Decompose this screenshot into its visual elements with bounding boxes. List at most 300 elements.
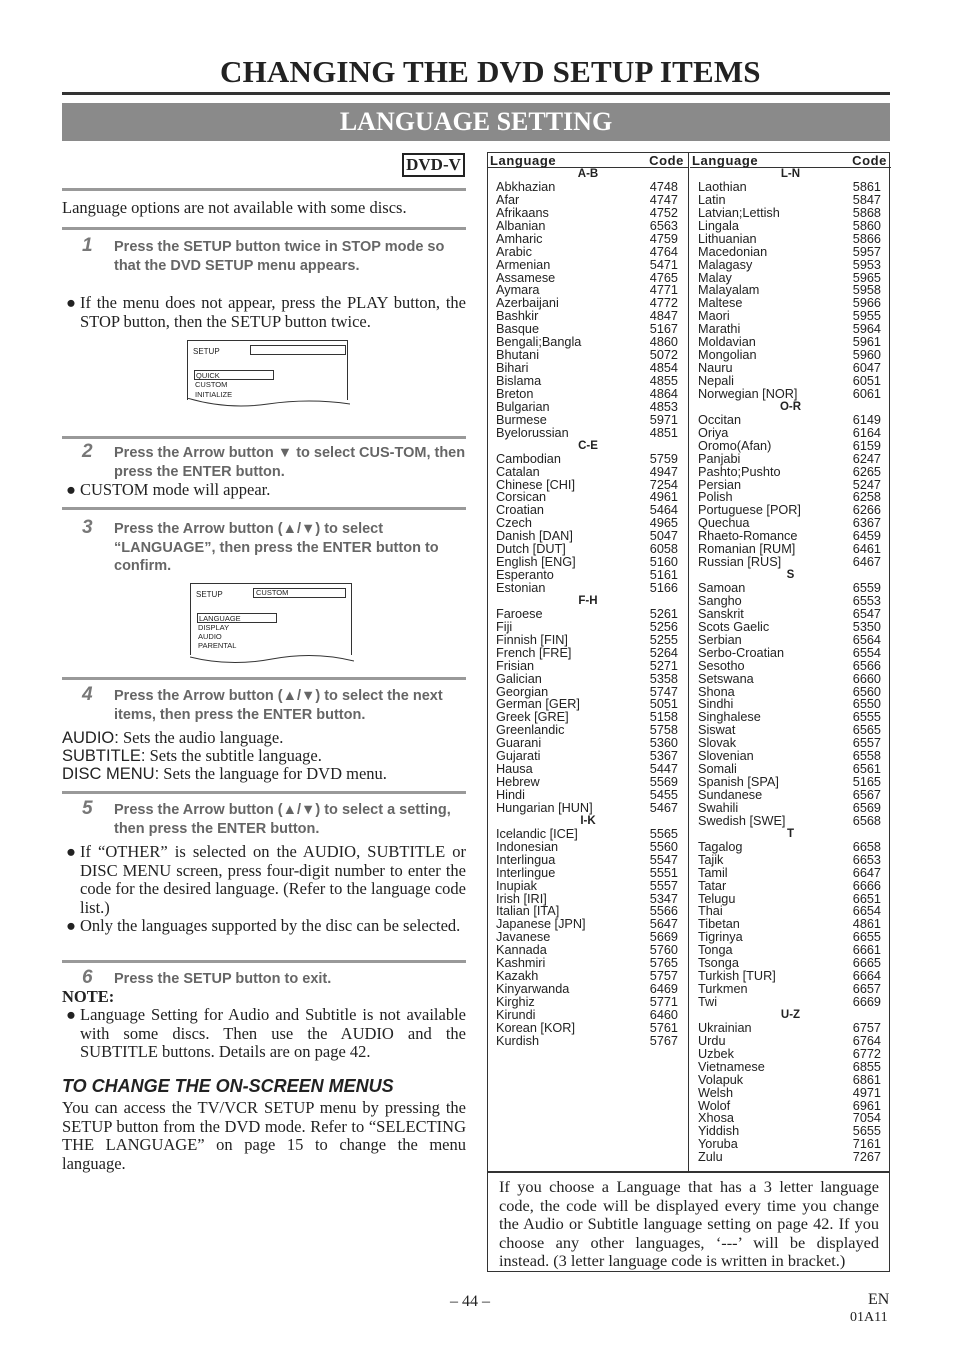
language-name: Laothian: [698, 179, 747, 194]
language-name: Icelandic [ICE]: [496, 826, 578, 841]
language-code: 5958: [852, 283, 881, 298]
language-name: Shona: [698, 684, 735, 699]
page-title: CHANGING THE DVD SETUP ITEMS: [220, 54, 761, 89]
table-row: [690, 220, 891, 233]
language-name: Kurdish: [496, 1033, 540, 1048]
language-name: Galician: [496, 671, 542, 686]
language-code: 6561: [852, 762, 881, 777]
table-row: [690, 880, 891, 893]
language-name: Lingala: [698, 218, 739, 233]
language-name: Tigrinya: [698, 930, 743, 945]
language-name: Burmese: [496, 412, 547, 427]
bullet-note: [62, 1006, 466, 1062]
table-row: [690, 608, 891, 621]
language-code: 4853: [649, 399, 678, 414]
table-row: [488, 375, 688, 388]
language-code: 6861: [852, 1072, 881, 1087]
table-row: [488, 1035, 688, 1048]
language-name: Fiji: [496, 619, 513, 634]
step-text: Press the Arrow button ▼ to select CUS-TOM, then press the ENTER button.: [114, 445, 466, 480]
language-code: 6555: [852, 710, 881, 725]
table-row: [488, 207, 688, 220]
language-name: Slovak: [698, 736, 737, 751]
language-code: 5771: [649, 995, 678, 1009]
table-row: [690, 621, 891, 634]
table-row: [690, 207, 891, 220]
language-name: Sanskrit: [698, 606, 744, 621]
language-name: Javanese: [496, 930, 551, 945]
language-code: 6459: [852, 529, 881, 544]
language-code: 6655: [852, 930, 881, 945]
language-code: 5051: [649, 697, 678, 712]
language-name: Turkish [TUR]: [698, 969, 776, 984]
language-name: Afar: [496, 192, 520, 207]
option-label: SUBTITLE:: [62, 747, 146, 765]
language-code: 6669: [852, 995, 881, 1009]
table-group-header: I-K: [580, 814, 596, 827]
table-group-header: T: [786, 827, 795, 840]
language-name: Malayalam: [698, 283, 760, 298]
language-code: 6566: [852, 658, 881, 673]
language-name: Oromo(Afan): [698, 438, 772, 453]
table-column-left: [488, 153, 689, 1171]
language-code: 5347: [649, 891, 678, 906]
table-row: [488, 259, 688, 272]
language-code: 6568: [852, 813, 881, 828]
bullet-step5-other: [62, 843, 466, 917]
language-name: German [GER]: [496, 697, 580, 712]
language-name: Yiddish: [698, 1124, 740, 1139]
language-code: 5966: [852, 296, 881, 311]
language-name: French [FRE]: [496, 645, 572, 660]
language-code: 6367: [852, 516, 881, 531]
language-name: Kannada: [496, 943, 547, 958]
language-code: 6265: [852, 464, 881, 479]
language-code: 4855: [649, 374, 678, 388]
language-code: 6159: [852, 438, 881, 453]
language-code: 6061: [852, 386, 881, 401]
language-code: 6654: [852, 904, 881, 919]
language-name: Interlingua: [496, 852, 556, 867]
language-code: 4864: [649, 386, 678, 401]
language-name: Czech: [496, 516, 532, 531]
language-name: Danish [DAN]: [496, 529, 573, 544]
language-code: 5861: [852, 179, 881, 194]
table-row: [690, 1061, 891, 1074]
language-code: 5350: [852, 619, 881, 634]
language-code: 4752: [649, 205, 678, 220]
table-row: [690, 996, 891, 1009]
bullet-text: If the menu does not appear, press the PLAY button, the STOP button, then the SETUP button twice.: [80, 293, 466, 331]
language-code-footnote: If you choose a Language that has a 3 letter language code, the code will be displayed every time you change the Audio or Subtitle language setting on page 42. If you choose any other languages, ‘---’ will be displayed instead. (3 letter language code is written in bracket.): [487, 1172, 890, 1272]
divider: [62, 791, 466, 794]
table-row: [690, 259, 891, 272]
language-code: 5557: [649, 878, 678, 893]
language-name: Azerbaijani: [496, 296, 559, 311]
language-name: Nauru: [698, 361, 733, 376]
language-code: 5860: [852, 218, 881, 233]
divider: [62, 188, 466, 191]
bullet-dot-icon: ●: [66, 842, 76, 861]
language-code: 5965: [852, 270, 881, 285]
option-disc-menu: [62, 765, 466, 784]
table-row: [690, 375, 891, 388]
language-name: Tamil: [698, 865, 728, 880]
divider: [62, 507, 466, 510]
language-name: Greek [GRE]: [496, 710, 569, 725]
table-row: [488, 1022, 688, 1035]
language-code: 4851: [649, 425, 678, 440]
language-code: 5758: [649, 723, 678, 738]
language-code: 6653: [852, 852, 881, 867]
language-code: 6567: [852, 788, 881, 802]
language-name: Sundanese: [698, 788, 763, 802]
language-name: Kirghiz: [496, 995, 535, 1009]
language-code: 5264: [649, 645, 678, 660]
language-code: 5467: [649, 800, 678, 815]
language-name: Turkmen: [698, 982, 748, 997]
step-number: 4: [82, 684, 93, 705]
language-code: 4759: [649, 231, 678, 246]
language-code: 5565: [649, 826, 678, 841]
language-name: Estonian: [496, 581, 546, 595]
table-group-header: F-H: [578, 594, 598, 607]
step-number: 3: [82, 517, 93, 538]
language-code: 6560: [852, 684, 881, 699]
language-name: Faroese: [496, 606, 543, 621]
option-desc: Sets the subtitle language.: [145, 746, 322, 765]
language-name: Tibetan: [698, 917, 740, 932]
language-name: Amharic: [496, 231, 543, 246]
language-name: Kirundi: [496, 1007, 536, 1022]
language-name: Hausa: [496, 762, 533, 777]
table-row: [488, 802, 688, 815]
step-number: 5: [82, 798, 93, 819]
table-row: [488, 841, 688, 854]
language-name: Singhalese: [698, 710, 761, 725]
table-row: [690, 854, 891, 867]
language-name: Assamese: [496, 270, 556, 285]
table-row: [488, 996, 688, 1009]
language-code: 6058: [649, 542, 678, 557]
table-row: [488, 880, 688, 893]
document-code: 01A11: [850, 1310, 888, 1325]
language-name: Kazakh: [496, 969, 539, 984]
language-name: Basque: [496, 322, 540, 337]
language-name: Bulgarian: [496, 399, 550, 414]
language-code: 4847: [649, 309, 678, 324]
language-code: 5560: [649, 839, 678, 854]
language-name: Hebrew: [496, 775, 540, 790]
language-code: 5256: [649, 619, 678, 634]
language-code: 4772: [649, 296, 678, 311]
language-code: 6557: [852, 736, 881, 751]
table-row: [690, 1074, 891, 1087]
language-name: Abkhazian: [496, 179, 556, 194]
table-row: [488, 220, 688, 233]
table-row: [690, 440, 891, 453]
language-code: 7161: [852, 1137, 881, 1152]
bullet-step1: [62, 294, 466, 331]
page-number: – 44 –: [450, 1293, 490, 1310]
language-name: Nepali: [698, 374, 734, 388]
language-name: Mongolian: [698, 348, 757, 363]
table-row: [690, 815, 891, 828]
language-name: Afrikaans: [496, 205, 549, 220]
language-name: Portuguese [POR]: [698, 503, 801, 518]
bullet-dot-icon: ●: [66, 916, 76, 935]
screen-tab-box: [250, 345, 346, 355]
bullet-dot-icon: ●: [66, 480, 76, 499]
language-name: Volapuk: [698, 1072, 744, 1087]
language-name: Urdu: [698, 1033, 726, 1048]
language-name: Tajik: [698, 852, 724, 867]
language-code: 6666: [852, 878, 881, 893]
language-name: Sindhi: [698, 697, 734, 712]
language-code: 6961: [852, 1098, 881, 1113]
language-code: 5547: [649, 852, 678, 867]
table-group-header: U-Z: [780, 1008, 801, 1021]
screen-tab-custom: CUSTOM: [253, 588, 346, 598]
language-name: Japanese [JPN]: [496, 917, 586, 932]
table-row: [488, 660, 688, 673]
table-row: [690, 660, 891, 673]
language-code: 4971: [852, 1085, 881, 1100]
table-row: [690, 388, 891, 401]
language-name: Latin: [698, 192, 726, 207]
table-group-header: C-E: [578, 439, 598, 452]
language-code: 6247: [852, 451, 881, 466]
language-code: 6647: [852, 865, 881, 880]
table-row: [690, 1151, 891, 1164]
bullet-step2: [62, 481, 466, 500]
language-name: Bhutani: [496, 348, 540, 363]
table-group-header: O-R: [779, 400, 802, 413]
language-tag: EN: [868, 1291, 890, 1308]
language-code: 6657: [852, 982, 881, 997]
table-row: [690, 1035, 891, 1048]
language-code: 6149: [852, 412, 881, 427]
language-code: 6258: [852, 490, 881, 505]
table-row: [690, 582, 891, 595]
table-row: [690, 595, 891, 608]
bullet-text: Language Setting for Audio and Subtitle is not available with some discs. Then use the AUDIO and the SUBTITLE buttons. Details are on page 42.: [80, 1005, 466, 1061]
table-row: [690, 673, 891, 686]
title-rule: [62, 92, 890, 95]
table-row: [488, 828, 688, 841]
language-name: Italian [ITA]: [496, 904, 560, 919]
language-name: Maltese: [698, 296, 743, 311]
language-name: Tonga: [698, 943, 733, 958]
table-row: [488, 388, 688, 401]
table-column-right: [690, 153, 891, 1171]
language-code: 6563: [649, 218, 678, 233]
language-code: 4771: [649, 283, 678, 298]
step-text: Press the SETUP button twice in STOP mode so that the DVD SETUP menu appears.: [114, 239, 445, 274]
language-code: 5551: [649, 865, 678, 880]
language-code: 6569: [852, 800, 881, 815]
language-code: 6047: [852, 361, 881, 376]
language-name: Wolof: [698, 1098, 731, 1113]
bullet-text: If “OTHER” is selected on the AUDIO, SUBTITLE or DISC MENU screen, press four-digit number to enter the code for the desired language. (Refer to the language code list.): [80, 842, 466, 917]
language-code: 6855: [852, 1059, 881, 1074]
language-code: 5955: [852, 309, 881, 324]
language-code: 5247: [852, 477, 881, 492]
language-code: 5072: [649, 348, 678, 363]
language-code: 5161: [649, 568, 678, 583]
table-group-header: L-N: [780, 168, 801, 180]
language-name: Serbian: [698, 632, 742, 647]
language-code: 5868: [852, 205, 881, 220]
language-name: Vietnamese: [698, 1059, 765, 1074]
language-name: Malagasy: [698, 257, 753, 272]
language-code: 5669: [649, 930, 678, 945]
note-label: NOTE:: [62, 987, 115, 1006]
language-code: 6558: [852, 749, 881, 764]
bullet-step5-supported: [62, 917, 466, 936]
language-code: 6547: [852, 606, 881, 621]
table-row: [690, 233, 891, 246]
table-rows-left: [488, 168, 688, 1048]
step-text: Press the SETUP button to exit.: [114, 971, 332, 987]
table-row: [690, 194, 891, 207]
divider: [62, 960, 466, 963]
language-code: 6266: [852, 503, 881, 518]
language-name: Bengali;Bangla: [496, 335, 582, 350]
language-name: Scots Gaelic: [698, 619, 770, 634]
language-name: Macedonian: [698, 244, 768, 259]
option-desc: Sets the language for DVD menu.: [159, 764, 387, 783]
language-name: Swahili: [698, 800, 739, 815]
language-code: 5747: [649, 684, 678, 699]
step-text: Press the Arrow button (▲/▼) to select “LANGUAGE”, then press the ENTER button to confirm.: [114, 521, 439, 574]
divider: [62, 677, 466, 680]
language-name: Dutch [DUT]: [496, 542, 566, 557]
language-code: 7054: [852, 1111, 881, 1126]
language-code: 7254: [649, 477, 678, 492]
language-code: 4961: [649, 490, 678, 505]
table-row: [690, 246, 891, 259]
language-name: Moldavian: [698, 335, 756, 350]
language-name: Spanish [SPA]: [698, 775, 779, 790]
step-number: 1: [82, 235, 93, 256]
language-name: Croatian: [496, 503, 544, 518]
language-code: 5765: [649, 956, 678, 971]
language-name: Chinese [CHI]: [496, 477, 575, 492]
table-row: [488, 621, 688, 634]
table-row: [488, 867, 688, 880]
language-code: 4765: [649, 270, 678, 285]
screen-item-audio: AUDIO: [198, 632, 222, 641]
language-code: 5158: [649, 710, 678, 725]
language-name: Kashmiri: [496, 956, 546, 971]
language-code: 6051: [852, 374, 881, 388]
table-row: [690, 789, 891, 802]
table-row: [488, 233, 688, 246]
language-code: 4854: [649, 361, 678, 376]
language-name: Aymara: [496, 283, 540, 298]
language-code: 6660: [852, 671, 881, 686]
table-row: [690, 181, 891, 194]
language-code: 4947: [649, 464, 678, 479]
table-row: [488, 673, 688, 686]
intro-text: Language options are not available with some discs.: [62, 198, 407, 217]
language-name: Cambodian: [496, 451, 561, 466]
screen-title: SETUP: [193, 347, 220, 356]
table-row: [488, 246, 688, 259]
step-text: Press the Arrow button (▲/▼) to select the next items, then press the ENTER button.: [114, 688, 443, 723]
table-row: [488, 647, 688, 660]
language-name: Byelorussian: [496, 425, 569, 440]
language-code: 5255: [649, 632, 678, 647]
section-heading: LANGUAGE SETTING: [62, 103, 890, 141]
bullet-text: Only the languages supported by the disc can be selected.: [80, 916, 461, 935]
language-name: Persian: [698, 477, 742, 492]
step-text: Press the Arrow button (▲/▼) to select a setting, then press the ENTER button.: [114, 802, 451, 837]
language-code: 5271: [649, 658, 678, 673]
language-name: Armenian: [496, 257, 551, 272]
language-name: Maori: [698, 309, 730, 324]
language-name: Gujarati: [496, 749, 541, 764]
step-number: 6: [82, 967, 93, 988]
table-row: [690, 647, 891, 660]
language-name: Xhosa: [698, 1111, 734, 1126]
screen-title: SETUP: [196, 590, 223, 599]
language-code: 6772: [852, 1046, 881, 1061]
language-name: Ukrainian: [698, 1020, 752, 1035]
language-code: 6467: [852, 555, 881, 570]
language-name: Breton: [496, 386, 534, 401]
language-code: 5471: [649, 257, 678, 272]
language-name: Serbo-Croatian: [698, 645, 785, 660]
language-name: Panjabi: [698, 451, 741, 466]
table-row: [488, 181, 688, 194]
language-name: Thai: [698, 904, 723, 919]
language-name: Lithuanian: [698, 231, 757, 246]
screen-item-display: DISPLAY: [198, 623, 230, 632]
language-code: 6665: [852, 956, 881, 971]
language-code: 4764: [649, 244, 678, 259]
language-name: Bislama: [496, 374, 542, 388]
table-row: [690, 427, 891, 440]
language-code: 6164: [852, 425, 881, 440]
language-code: 6764: [852, 1033, 881, 1048]
language-name: Norwegian [NOR]: [698, 386, 798, 401]
table-row: [690, 867, 891, 880]
language-name: Oriya: [698, 425, 729, 440]
language-code: 6550: [852, 697, 881, 712]
language-code: 6658: [852, 839, 881, 854]
option-desc: Sets the audio language.: [118, 728, 284, 747]
table-row: [488, 789, 688, 802]
language-code-table: [487, 152, 890, 1172]
setup-menu-screen-1: [187, 340, 348, 400]
language-name: Catalan: [496, 464, 540, 479]
table-row: [690, 466, 891, 479]
language-name: Latvian;Lettish: [698, 205, 780, 220]
language-name: Swedish [SWE]: [698, 813, 786, 828]
language-name: Tsonga: [698, 956, 739, 971]
option-subtitle: [62, 747, 466, 766]
language-name: Arabic: [496, 244, 532, 259]
language-name: Slovenian: [698, 749, 754, 764]
language-name: Rhaeto-Romance: [698, 529, 798, 544]
language-code: 5767: [649, 1033, 678, 1048]
language-name: Kinyarwanda: [496, 982, 570, 997]
language-code: 4861: [852, 917, 881, 932]
step-number: 2: [82, 441, 93, 462]
table-row: [690, 802, 891, 815]
